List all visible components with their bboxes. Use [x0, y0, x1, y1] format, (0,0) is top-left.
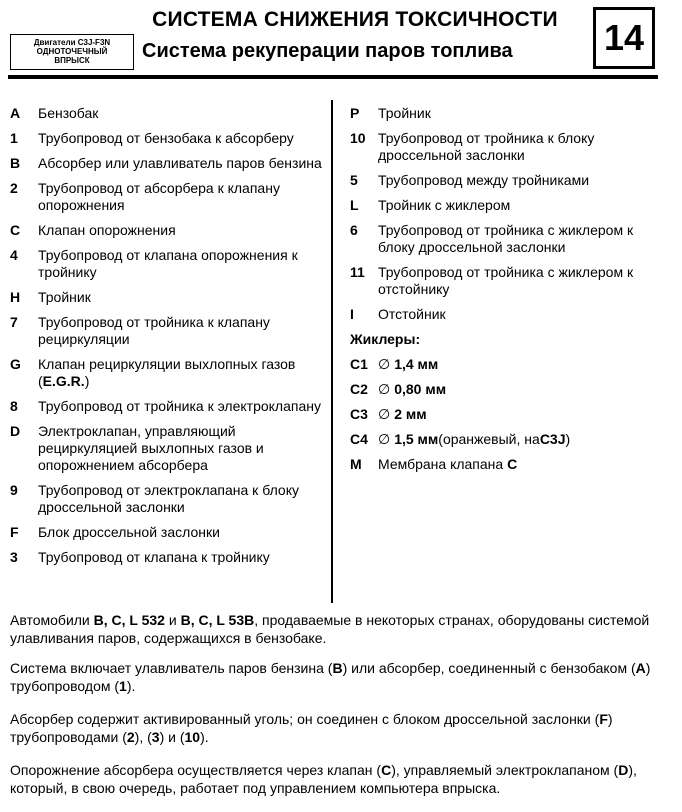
legend-text: Трубопровод от клапана к тройнику — [38, 549, 270, 565]
engine-label-line3: ВПРЫСК — [54, 56, 90, 65]
engine-label-box — [10, 34, 134, 70]
legend-item — [10, 222, 325, 239]
text-ref: B, C, L 532 — [93, 612, 165, 628]
legend-text — [378, 456, 655, 473]
jet-value: 0,80 мм — [394, 381, 447, 397]
legend-key: P — [350, 105, 360, 121]
legend-key: A — [10, 105, 21, 121]
legend-key: 2 — [10, 180, 18, 196]
text-run: Система включает улавливатель паров бензина ( — [10, 660, 333, 676]
legend-text: Тройник — [38, 289, 91, 305]
legend-key: H — [10, 289, 21, 305]
text-ref: F — [599, 711, 608, 727]
legend-item — [350, 172, 655, 189]
text-run: ), который, в свою очередь, работает под управлением компьютера впрыска. — [10, 762, 637, 796]
legend-text: Трубопровод между тройниками — [378, 172, 590, 188]
text-ref: C — [381, 762, 392, 778]
legend-item — [10, 549, 325, 566]
text-run: , продаваемые в некоторых странах, оборудованы системой улавливания паров, содержащихся в бензобаке. — [10, 612, 650, 646]
diameter-icon: ∅ — [378, 381, 391, 397]
jet-key: C4 — [350, 431, 368, 447]
jet-item — [350, 406, 655, 423]
legend-key: 5 — [350, 172, 358, 188]
legend-item — [10, 105, 325, 122]
legend-text: Трубопровод от тройника к электроклапану — [38, 398, 321, 414]
text-run: ) или абсорбер, соединенный с бензобаком ( — [342, 660, 636, 676]
legend-key: 7 — [10, 314, 18, 330]
legend-key: L — [350, 197, 359, 213]
jet-item — [350, 431, 655, 448]
legend-item — [350, 264, 655, 298]
text-ref: D — [618, 762, 629, 778]
jet-note: ) — [565, 431, 571, 447]
legend-text-part: Клапан рециркуляции выхлопных газов ( — [38, 356, 296, 389]
legend-text — [38, 356, 325, 390]
jet-value: 1,4 мм — [394, 356, 439, 372]
legend-text-part: Мембрана клапана — [378, 456, 508, 472]
jet-key: C2 — [350, 381, 368, 397]
text-run: ), управляемый электроклапаном ( — [391, 762, 619, 778]
legend-key: 8 — [10, 398, 18, 414]
legend-item — [350, 105, 655, 122]
legend-right-column — [350, 105, 655, 481]
legend-item — [350, 222, 655, 256]
paragraph-3 — [10, 710, 660, 746]
legend-key: 4 — [10, 247, 18, 263]
paragraph-2 — [10, 659, 660, 695]
text-run: ), ( — [134, 729, 152, 745]
text-run: ) трубопроводами ( — [10, 711, 613, 745]
text-ref: A — [635, 660, 646, 676]
jet-note-engine: C3J — [539, 431, 566, 447]
legend-key: 6 — [350, 222, 358, 238]
legend-item — [10, 155, 325, 172]
legend-item — [10, 524, 325, 541]
text-run: ) и ( — [159, 729, 185, 745]
jet-key: C1 — [350, 356, 368, 372]
legend-text: Трубопровод от тройника к клапану рециркуляции — [38, 314, 270, 347]
legend-text: Трубопровод от абсорбера к клапану опорожнения — [38, 180, 280, 213]
legend-key: 10 — [350, 130, 366, 146]
legend-text: Отстойник — [378, 306, 446, 322]
jet-value: 1,5 мм — [394, 431, 439, 447]
page-subtitle: Система рекуперации паров топлива — [142, 40, 513, 62]
legend-text: Электроклапан, управляющий рециркуляцией выхлопных газов и опорожнением абсорбера — [38, 423, 264, 473]
diameter-icon: ∅ — [378, 406, 391, 422]
legend-key: 3 — [10, 549, 18, 565]
chapter-number: 14 — [593, 7, 655, 69]
jet-note: (оранжевый, на — [438, 431, 540, 447]
legend-item — [350, 197, 655, 214]
text-ref: 1 — [119, 678, 127, 694]
legend-text-part: ) — [84, 373, 90, 389]
legend-item — [350, 306, 655, 323]
legend-text: Трубопровод от бензобака к абсорберу — [38, 130, 294, 146]
legend-text: Трубопровод от электроклапана к блоку дроссельной заслонки — [38, 482, 299, 515]
page-title: СИСТЕМА СНИЖЕНИЯ ТОКСИЧНОСТИ — [152, 8, 558, 31]
text-run: ). — [200, 729, 209, 745]
legend-key: C — [10, 222, 21, 238]
legend-text-ref: C — [507, 456, 518, 472]
legend-item — [10, 423, 325, 474]
legend-text: Трубопровод от тройника к блоку дроссельной заслонки — [378, 130, 595, 163]
engine-label-line2: ОДНОТОЧЕЧНЫЙ — [36, 47, 108, 56]
legend-key: 11 — [350, 264, 365, 280]
paragraph-4 — [10, 761, 660, 797]
text-run: Опорожнение абсорбера осуществляется через клапан ( — [10, 762, 382, 778]
text-ref: B, C, L 53B — [180, 612, 255, 628]
legend-text: Трубопровод от тройника с жиклером к блоку дроссельной заслонки — [378, 222, 634, 255]
text-ref: 3 — [151, 729, 160, 745]
legend-item — [10, 398, 325, 415]
diameter-icon: ∅ — [378, 431, 391, 447]
text-run: и — [164, 612, 181, 628]
text-run: ) трубопроводом ( — [10, 660, 651, 694]
legend-key: G — [10, 356, 21, 372]
legend-key: M — [350, 456, 362, 472]
text-run: Абсорбер содержит активированный уголь; он соединен с блоком дроссельной заслонки ( — [10, 711, 600, 727]
legend-text: Бензобак — [38, 105, 99, 121]
text-ref: 10 — [184, 729, 201, 745]
legend-item — [350, 456, 655, 473]
engine-label-line1: Двигатели C3J-F3N — [33, 38, 111, 47]
legend-left-column — [10, 105, 325, 574]
legend-key: D — [10, 423, 21, 439]
legend-text: Тройник — [378, 105, 431, 121]
jets-heading: Жиклеры: — [350, 331, 421, 347]
legend-key: F — [10, 524, 19, 540]
legend-item — [10, 289, 325, 306]
jet-value: 2 мм — [394, 406, 427, 422]
legend-text: Тройник с жиклером — [378, 197, 511, 213]
legend-text: Абсорбер или улавливатель паров бензина — [38, 155, 322, 171]
text-ref: B — [332, 660, 343, 676]
text-ref: 2 — [126, 729, 135, 745]
paragraph-1 — [10, 611, 660, 647]
legend-text: Трубопровод от тройника с жиклером к отстойнику — [378, 264, 634, 297]
column-divider — [331, 100, 333, 603]
legend-text: Клапан опорожнения — [38, 222, 176, 238]
jet-item — [350, 381, 655, 398]
legend-item — [350, 130, 655, 164]
legend-key: B — [10, 155, 21, 171]
egr-abbrev: E.G.R. — [42, 373, 85, 389]
text-run: Автомобили — [10, 612, 94, 628]
legend-item — [10, 314, 325, 348]
header-rule — [8, 75, 658, 79]
diameter-icon: ∅ — [378, 356, 391, 372]
legend-item — [10, 247, 325, 281]
legend-item — [10, 482, 325, 516]
legend-key: I — [350, 306, 354, 322]
legend-item — [10, 356, 325, 390]
legend-key: 1 — [10, 130, 18, 146]
legend-item — [10, 180, 325, 214]
legend-text: Блок дроссельной заслонки — [38, 524, 220, 540]
text-run: ). — [126, 678, 136, 694]
jet-item — [350, 356, 655, 373]
legend-key: 9 — [10, 482, 18, 498]
jet-key: C3 — [350, 406, 368, 422]
legend-text: Трубопровод от клапана опорожнения к тройнику — [38, 247, 298, 280]
legend-item — [10, 130, 325, 147]
